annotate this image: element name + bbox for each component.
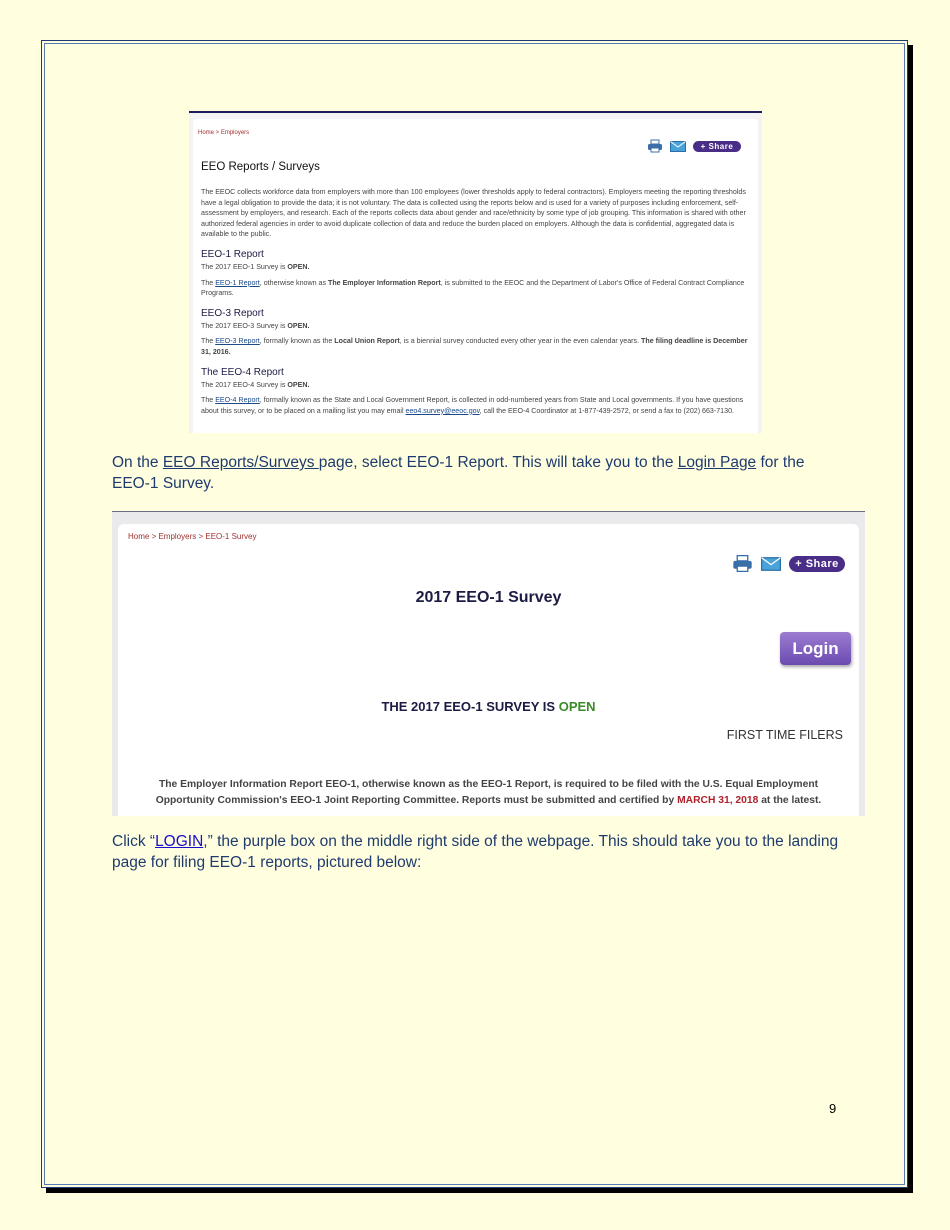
eeo3-desc-start: The: [201, 337, 216, 346]
eeo4-report-link[interactable]: EEO-4 Report: [215, 396, 260, 405]
printer-icon[interactable]: [647, 139, 663, 153]
eeo1-description: [201, 278, 749, 299]
reports-content: [201, 187, 749, 416]
share-button[interactable]: + Share: [693, 141, 741, 152]
survey-status-text: THE 2017 EEO-1 SURVEY IS: [381, 699, 559, 714]
page-tools: [647, 139, 741, 153]
eeo4-status-text: The 2017 EEO-4 Survey is: [201, 380, 288, 389]
footer-end: at the latest.: [758, 795, 822, 806]
eeo4-desc-end: , call the EEO-4 Coordinator at 1-877-439-2572, or send a fax to (202) 663-7130.: [479, 406, 734, 415]
eeo1-desc-bold: The Employer Information Report: [327, 278, 441, 287]
eeo3-deadline: The filing deadline is December 31, 2016.: [201, 337, 748, 356]
login-button[interactable]: Login: [780, 632, 851, 665]
footer-text: The Employer Information Report EEO-1, otherwise known as the EEO-1 Report, is required to be filed with the U.S. Equal Employment Opportunity Commission's EEO-1 Joint Reporting Committee. Reports must be submitted and certified by: [155, 779, 819, 806]
survey-title: 2017 EEO-1 Survey: [415, 589, 562, 606]
eeo3-desc-mid: , formally known as the: [259, 337, 335, 346]
eeo1-report-link[interactable]: EEO-1 Report: [215, 278, 260, 287]
survey-footer-text: [138, 777, 839, 809]
login-link[interactable]: LOGIN: [155, 833, 204, 850]
email-icon[interactable]: [761, 557, 781, 571]
breadcrumb[interactable]: Home > Employers > EEO-1 Survey: [128, 532, 257, 541]
para2-text-start: Click “: [112, 833, 156, 850]
eeo1-status-value: OPEN.: [287, 262, 310, 271]
instruction-paragraph-2: [112, 831, 842, 873]
share-button[interactable]: + Share: [789, 556, 845, 572]
instruction-paragraph-1: [112, 452, 842, 494]
eeo-reports-screenshot: [189, 111, 762, 433]
para1-text-mid: page, select EEO-1 Report. This will take you to the: [318, 454, 678, 471]
para1-text-end: for the EEO-1 Survey.: [112, 454, 805, 492]
eeo3-status-text: The 2017 EEO-3 Survey is: [201, 321, 288, 330]
page-tools: [732, 554, 845, 573]
survey-status: [118, 699, 859, 714]
eeo4-description: [201, 395, 749, 416]
eeo4-desc-mid: , formally known as the State and Local Government Report, is collected in odd-numbered years from State and Local governments. If you have questions about this survey, or to be placed on a mailing list you may email: [201, 396, 744, 415]
eeo1-survey-screenshot: [112, 511, 865, 816]
eeo3-desc-bold: Local Union Report: [334, 337, 400, 346]
eeo3-status: [201, 321, 749, 332]
footer-deadline: MARCH 31, 2018: [677, 795, 759, 806]
eeo3-heading: EEO-3 Report: [201, 307, 264, 319]
eeo4-status: [201, 380, 749, 391]
eeo3-report-link[interactable]: EEO-3 Report: [215, 337, 260, 346]
eeo1-heading: EEO-1 Report: [201, 248, 264, 260]
para2-text-end: ,” the purple box on the middle right side of the webpage. This should take you to the landing page for filing EEO-1 reports, pictured below:: [112, 833, 839, 871]
eeo1-survey-card: [118, 524, 859, 816]
eeo4-heading: The EEO-4 Report: [201, 366, 284, 378]
eeo1-status-text: The 2017 EEO-1 Survey is: [201, 262, 288, 271]
eeo3-desc-end: , is a biennial survey conducted every other year in the even calendar years.: [399, 337, 642, 346]
eeo4-desc-start: The: [201, 396, 216, 405]
intro-text: The EEOC collects workforce data from employers with more than 100 employees (lower thresholds apply to federal contractors). Employers meeting the reporting thresholds have a legal obligation to provide the data; it is not voluntary. The data is collected using the reports below and is used for a variety of purposes including enforcement, self-assessment by employers, and research. Each of the reports collects data about gender and race/ethnicity by some type of job grouping. This information is shared with other authorized federal agencies in order to avoid duplicate collection of data and reduce the burden placed on employers. Although the data is confidential, aggregated data is available to the public.: [201, 188, 746, 239]
email-icon[interactable]: [670, 141, 686, 152]
eeo4-status-value: OPEN.: [287, 380, 310, 389]
eeo-reports-surveys-link[interactable]: EEO Reports/Surveys: [162, 454, 319, 471]
eeo3-status-value: OPEN.: [287, 321, 310, 330]
first-time-filers-link[interactable]: FIRST TIME FILERS: [726, 728, 843, 742]
eeo-reports-card: [193, 119, 758, 433]
eeo1-status: [201, 262, 749, 273]
page-title: EEO Reports / Surveys: [201, 161, 320, 173]
para1-text-start: On the: [112, 454, 163, 471]
eeo1-desc-mid: , otherwise known as: [259, 278, 328, 287]
survey-status-open: OPEN: [558, 699, 596, 714]
printer-icon[interactable]: [732, 554, 753, 573]
login-page-link[interactable]: Login Page: [677, 454, 757, 471]
eeo3-description: [201, 336, 749, 357]
eeo1-desc-end: , is submitted to the EEOC and the Department of Labor's Office of Federal Contract Compliance Programs.: [201, 278, 745, 298]
eeo1-desc-start: The: [201, 278, 216, 287]
eeo4-email-link[interactable]: eeo4.survey@eeoc.gov: [405, 406, 480, 415]
breadcrumb[interactable]: Home > Employers: [198, 130, 250, 136]
page-number: 9: [829, 1101, 837, 1116]
